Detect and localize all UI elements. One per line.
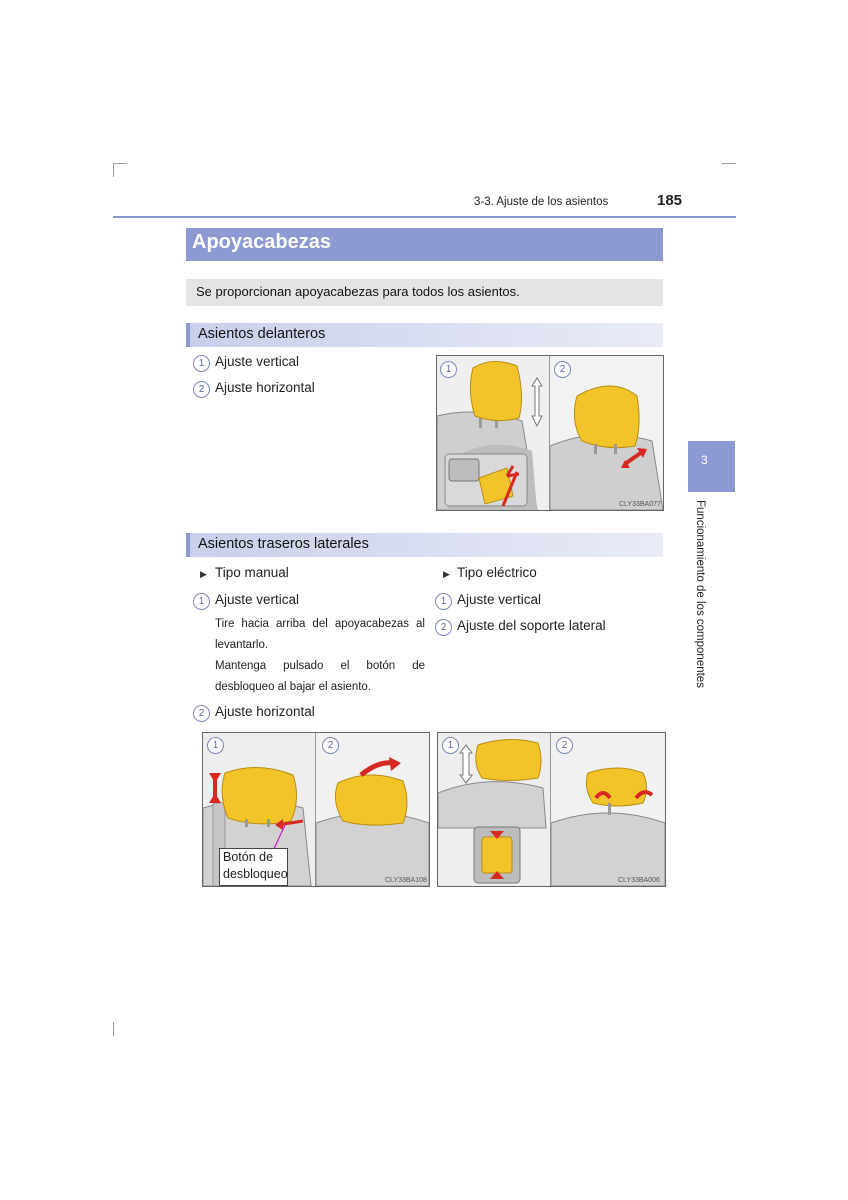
page-title: Apoyacabezas bbox=[192, 231, 331, 253]
number-badge: 1 bbox=[193, 593, 210, 610]
callout-line: Botón de bbox=[223, 850, 274, 864]
rear-seats-heading: Asientos traseros laterales bbox=[198, 536, 369, 552]
front-item-horizontal: Ajuste horizontal bbox=[215, 380, 315, 395]
front-item-vertical: Ajuste vertical bbox=[215, 354, 300, 369]
running-header: 3-3. Ajuste de los asientos bbox=[474, 196, 609, 208]
bullet-triangle-icon: ▶ bbox=[443, 569, 450, 579]
front-seats-heading: Asientos delanteros bbox=[198, 326, 326, 342]
manual-type-title: Tipo manual bbox=[215, 565, 289, 580]
front-headrest-figure bbox=[436, 355, 664, 511]
figure-code: CLY33BA108 bbox=[385, 877, 427, 884]
crop-mark bbox=[113, 163, 127, 164]
crop-mark bbox=[113, 163, 114, 177]
chapter-tab[interactable] bbox=[688, 441, 735, 492]
crop-mark bbox=[113, 1022, 114, 1036]
number-badge: 2 bbox=[435, 619, 452, 636]
electric-item-vertical: Ajuste vertical bbox=[457, 592, 542, 607]
number-badge: 2 bbox=[193, 705, 210, 722]
chapter-number: 3 bbox=[701, 453, 708, 467]
manual-item-horizontal: Ajuste horizontal bbox=[215, 704, 315, 719]
front-seats-heading-bar bbox=[186, 323, 663, 347]
manual-note-release: Mantenga pulsado el botón de desbloqueo al bajar el asiento. bbox=[215, 660, 425, 693]
crop-mark bbox=[722, 163, 736, 164]
figure-code: CLY33BA006 bbox=[618, 877, 660, 884]
manual-note-pull: Tire hacia arriba del apoyacabezas al levantarlo. bbox=[215, 618, 425, 651]
figure-number-badge: 2 bbox=[554, 361, 571, 378]
electric-type-title: Tipo eléctrico bbox=[457, 565, 537, 580]
rear-electric-illustration bbox=[438, 733, 665, 886]
figure-number-badge: 1 bbox=[440, 361, 457, 378]
figure-number-badge: 1 bbox=[207, 737, 224, 754]
intro-text: Se proporcionan apoyacabezas para todos los asientos. bbox=[196, 284, 520, 299]
rear-electric-figure bbox=[437, 732, 666, 887]
callout-line: desbloqueo bbox=[223, 867, 288, 881]
figure-number-badge: 2 bbox=[322, 737, 339, 754]
electric-item-lateral: Ajuste del soporte lateral bbox=[457, 618, 606, 633]
release-button-callout bbox=[219, 848, 288, 886]
bullet-triangle-icon: ▶ bbox=[200, 569, 207, 579]
header-rule bbox=[113, 216, 736, 218]
number-badge: 1 bbox=[435, 593, 452, 610]
page-number: 185 bbox=[657, 192, 683, 209]
figure-number-badge: 1 bbox=[442, 737, 459, 754]
number-badge: 1 bbox=[193, 355, 210, 372]
figure-code: CLY33BA077 bbox=[619, 501, 661, 508]
figure-number-badge: 2 bbox=[556, 737, 573, 754]
number-badge: 2 bbox=[193, 381, 210, 398]
front-headrest-illustration bbox=[437, 356, 663, 510]
page-title-bar bbox=[186, 228, 663, 261]
intro-box bbox=[186, 279, 663, 306]
manual-item-vertical: Ajuste vertical bbox=[215, 592, 300, 607]
rear-seats-heading-bar bbox=[186, 533, 663, 557]
chapter-title: Funcionamiento de los componentes bbox=[694, 500, 706, 688]
